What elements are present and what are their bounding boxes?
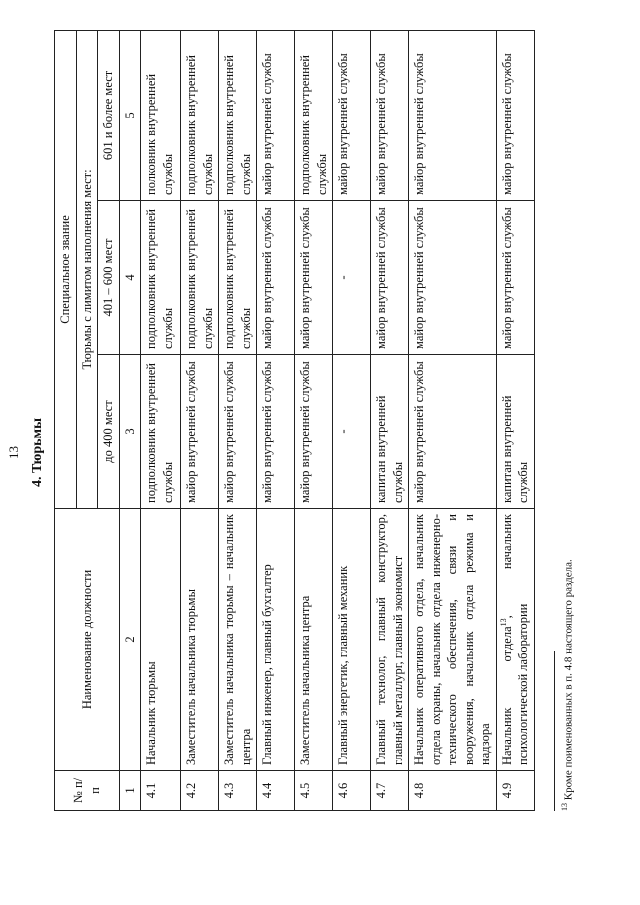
row-num: 4.2 [181, 771, 219, 811]
row-num: 4.8 [409, 771, 497, 811]
rank-cell: подполковник внутренней службы [295, 30, 333, 200]
index-cell: 5 [119, 30, 141, 200]
position-name: Главный технолог, главный конструктор, главный металлург, главный экономист [371, 509, 409, 771]
position-name [496, 509, 534, 771]
table-row [409, 30, 497, 810]
rank-cell: подполковник внутренней службы [141, 355, 181, 509]
rank-cell: майор внутренней службы [295, 201, 333, 355]
rank-cell: майор внутренней службы [257, 355, 295, 509]
position-name: Заместитель начальника тюрьмы [181, 509, 219, 771]
table-row [181, 30, 219, 810]
header-num: № п/п [55, 771, 120, 811]
table-row [496, 30, 534, 810]
position-name-part: , начальник психологической лаборатории [499, 514, 531, 765]
rank-cell: майор внутренней службы [409, 355, 497, 509]
table-row [257, 30, 295, 810]
position-name: Главный инженер, главный бухгалтер [257, 509, 295, 771]
index-cell: 2 [119, 509, 141, 771]
position-name-part: Начальник отдела [499, 626, 514, 765]
index-cell: 3 [119, 355, 141, 509]
rank-cell: - [333, 355, 371, 509]
rank-cell: подполковник внутренней службы [219, 30, 257, 200]
header-name: Наименование должности [55, 509, 120, 771]
rank-cell: майор внутренней службы [409, 201, 497, 355]
header-sub-3: 601 и более мест [98, 30, 120, 200]
header-rank: Специальное звание [55, 30, 77, 508]
rank-cell: подполковник внутренней службы [181, 201, 219, 355]
footnote [560, 559, 575, 811]
table-row [295, 30, 333, 810]
rank-cell: - [333, 201, 371, 355]
rank-cell: майор внутренней службы [371, 201, 409, 355]
rank-cell: капитан внутренней службы [496, 355, 534, 509]
rank-cell: подполковник внутренней службы [181, 30, 219, 200]
row-num: 4.1 [141, 771, 181, 811]
footnote-text: Кроме поименованных в п. 4.8 настоящего раздела. [562, 559, 575, 803]
page-number: 13 [6, 446, 21, 459]
position-name: Начальник оперативного отдела, начальник отдела охраны, начальник отдела инженерно-технического обеспечения, связи и вооружения, начальник отдела режима и надзора [409, 509, 497, 771]
rank-cell: подполковник внутренней службы [141, 201, 181, 355]
rank-cell: подполковник внутренней службы [219, 201, 257, 355]
rank-cell: майор внутренней службы [257, 201, 295, 355]
position-name: Главный энергетик, главный механик [333, 509, 371, 771]
rank-cell: майор внутренней службы [333, 30, 371, 200]
row-num: 4.6 [333, 771, 371, 811]
index-cell: 1 [119, 771, 141, 811]
position-name: Заместитель начальника центра [295, 509, 333, 771]
table-row [333, 30, 371, 810]
position-name: Начальник тюрьмы [141, 509, 181, 771]
row-num: 4.3 [219, 771, 257, 811]
footnote-ref: 13 [498, 618, 508, 627]
footnote-divider [554, 651, 555, 811]
header-sub-1: до 400 мест [98, 355, 120, 509]
table-row [141, 30, 181, 810]
table-row [219, 30, 257, 810]
rank-cell: майор внутренней службы [409, 30, 497, 200]
row-num: 4.4 [257, 771, 295, 811]
header-limit: Тюрьмы с лимитом наполнения мест: [76, 30, 98, 508]
rank-cell: майор внутренней службы [371, 30, 409, 200]
ranks-table [54, 30, 535, 811]
index-cell: 4 [119, 201, 141, 355]
rank-cell: майор внутренней службы [496, 201, 534, 355]
rank-cell: майор внутренней службы [219, 355, 257, 509]
row-num: 4.7 [371, 771, 409, 811]
rank-cell: майор внутренней службы [496, 30, 534, 200]
rank-cell: майор внутренней службы [257, 30, 295, 200]
header-index-row [119, 30, 141, 810]
section-title: 4. Тюрьмы [30, 418, 45, 487]
position-name: Заместитель начальника тюрьмы – начальник центра [219, 509, 257, 771]
rank-cell: майор внутренней службы [295, 355, 333, 509]
table-row [371, 30, 409, 810]
header-sub-2: 401 – 600 мест [98, 201, 120, 355]
row-num: 4.9 [496, 771, 534, 811]
rank-cell: полковник внутренней службы [141, 30, 181, 200]
rank-cell: майор внутренней службы [181, 355, 219, 509]
rank-cell: капитан внутренней службы [371, 355, 409, 509]
footnote-mark: 13 [560, 803, 569, 811]
row-num: 4.5 [295, 771, 333, 811]
